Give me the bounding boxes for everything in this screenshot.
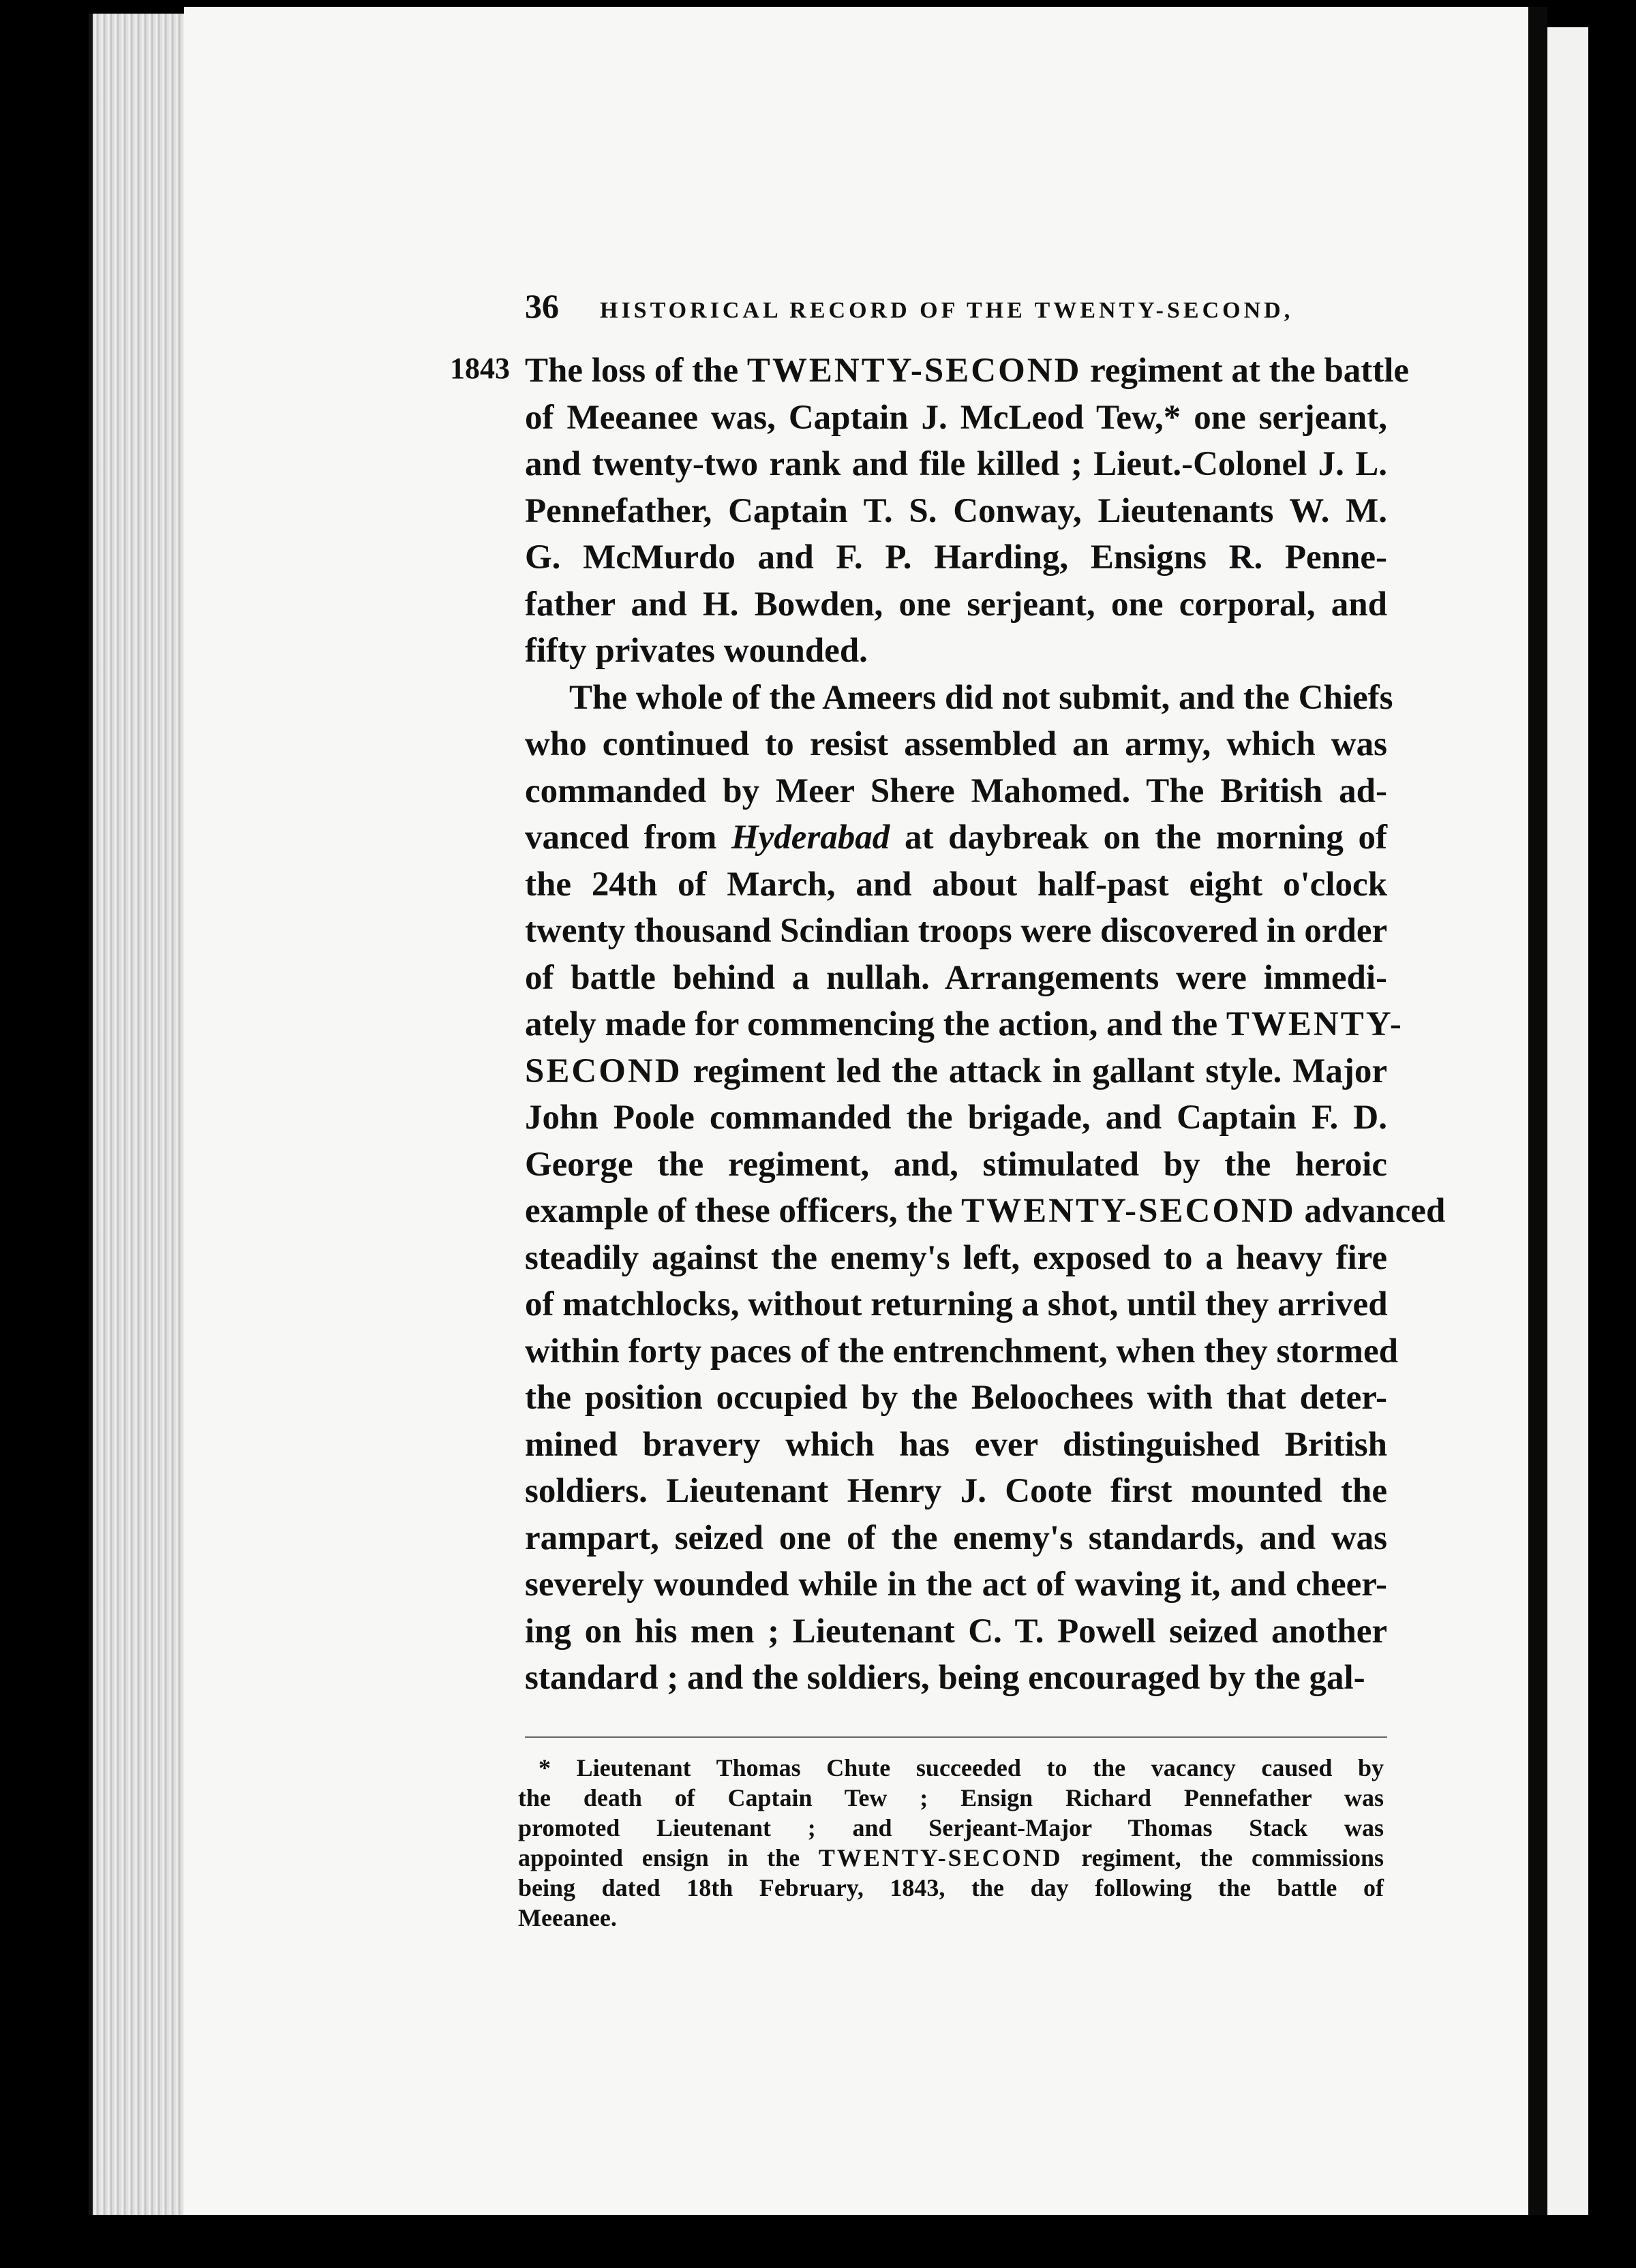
text-run: and twenty-two rank and file killed ; Lieut.-Colonel J. L. bbox=[525, 445, 1387, 483]
text-run: being dated 18th February, 1843, the day following the battle of bbox=[518, 1874, 1384, 1901]
body-text bbox=[525, 348, 1446, 1702]
text-line bbox=[518, 1903, 1384, 1933]
text-line bbox=[525, 908, 1387, 955]
text-run: within forty paces of the entrenchment, when they stormed bbox=[525, 1332, 1398, 1370]
page-block-edges bbox=[89, 14, 188, 2215]
text-line bbox=[518, 1873, 1384, 1903]
text-line bbox=[525, 1655, 1387, 1702]
paragraph-1 bbox=[525, 348, 1410, 675]
text-run: John Poole commanded the brigade, and Captain F. D. bbox=[525, 1099, 1387, 1137]
text-line bbox=[525, 1328, 1398, 1375]
text-run: at daybreak on the morning of bbox=[890, 818, 1387, 857]
regiment-name: TWENTY-SECOND bbox=[961, 1192, 1296, 1230]
text-run: regiment led the attack in gallant style. Major bbox=[682, 1052, 1387, 1090]
text-line bbox=[525, 1188, 1446, 1235]
text-run: of matchlocks, without returning a shot, until they arrived bbox=[525, 1285, 1388, 1323]
text-run: The loss of the bbox=[525, 352, 747, 390]
page-header bbox=[525, 286, 1411, 334]
text-run: mined bravery which has ever distinguished British bbox=[525, 1425, 1387, 1464]
text-line bbox=[525, 1608, 1387, 1655]
text-run: ately made for commencing the action, and the bbox=[525, 1005, 1226, 1043]
text-line bbox=[525, 1375, 1387, 1422]
regiment-name: SECOND bbox=[525, 1052, 682, 1090]
text-line bbox=[518, 1843, 1384, 1873]
text-run: standard ; and the soldiers, being encouraged by the gal- bbox=[525, 1659, 1365, 1697]
text-line bbox=[525, 1468, 1387, 1515]
text-line bbox=[518, 1813, 1384, 1843]
text-run: the death of Captain Tew ; Ensign Richard Pennefather was bbox=[518, 1784, 1384, 1811]
footnote bbox=[518, 1753, 1384, 1933]
text-line bbox=[525, 1235, 1387, 1282]
text-run: regiment at the battle bbox=[1081, 352, 1410, 390]
text-run: George the regiment, and, stimulated by the heroic bbox=[525, 1145, 1387, 1184]
text-line bbox=[525, 1048, 1387, 1095]
gutter-shadow bbox=[1528, 7, 1547, 2215]
page-number: 36 bbox=[525, 287, 559, 325]
text-line bbox=[525, 768, 1387, 815]
text-run: advanced bbox=[1295, 1192, 1446, 1230]
text-line bbox=[525, 441, 1387, 488]
text-run: of battle behind a nullah. Arrangements were immedi- bbox=[525, 958, 1387, 997]
text-run: ing on his men ; Lieutenant C. T. Powell seized another bbox=[525, 1612, 1387, 1651]
text-line bbox=[525, 861, 1387, 908]
text-run: promoted Lieutenant ; and Serjeant-Major Thomas Stack was bbox=[518, 1814, 1384, 1841]
text-run: appointed ensign in the bbox=[518, 1844, 819, 1871]
text-line bbox=[525, 581, 1387, 628]
text-run: fifty privates wounded. bbox=[525, 632, 868, 670]
text-run: who continued to resist assembled an army, which was bbox=[525, 725, 1387, 763]
text-line bbox=[525, 1281, 1387, 1328]
regiment-name: TWENTY-SECOND bbox=[818, 1844, 1063, 1871]
text-line bbox=[525, 628, 1387, 675]
text-line bbox=[525, 395, 1387, 442]
text-run: the position occupied by the Beloochees with that deter- bbox=[525, 1379, 1387, 1417]
text-run: twenty thousand Scindian troops were discovered in order bbox=[525, 912, 1388, 950]
text-run: Meeanee. bbox=[518, 1904, 617, 1931]
text-run: example of these officers, the bbox=[525, 1192, 962, 1230]
text-line bbox=[518, 1783, 1384, 1813]
text-run: father and H. Bowden, one serjeant, one corporal, and bbox=[525, 585, 1387, 624]
text-line bbox=[525, 675, 1393, 722]
text-run: G. McMurdo and F. P. Harding, Ensigns R. Penne- bbox=[525, 538, 1387, 577]
place-name: Hyderabad bbox=[731, 818, 890, 857]
text-line bbox=[525, 1141, 1387, 1189]
text-run: the 24th of March, and about half-past eight o'clock bbox=[525, 865, 1387, 904]
text-line bbox=[525, 1094, 1387, 1141]
text-run: steadily against the enemy's left, exposed to a heavy fire bbox=[525, 1238, 1387, 1277]
text-run: rampart, seized one of the enemy's standards, and was bbox=[525, 1518, 1387, 1557]
text-line bbox=[525, 348, 1410, 395]
text-run: The whole of the Ameers did not submit, and the Chiefs bbox=[569, 678, 1393, 717]
paragraph-2 bbox=[525, 675, 1446, 1702]
text-run: regiment, the commissions bbox=[1062, 1844, 1384, 1871]
text-run: vanced from bbox=[525, 818, 731, 857]
regiment-name: TWENTY-SECOND bbox=[746, 352, 1082, 390]
text-line bbox=[525, 1515, 1387, 1562]
text-line bbox=[518, 1753, 1384, 1783]
facing-page-edge bbox=[1547, 27, 1588, 2215]
text-line bbox=[525, 955, 1387, 1002]
text-line bbox=[525, 721, 1387, 768]
margin-year: 1843 bbox=[450, 352, 510, 385]
text-run: Pennefather, Captain T. S. Conway, Lieutenants W. M. bbox=[525, 491, 1387, 530]
regiment-name: TWENTY- bbox=[1226, 1005, 1404, 1043]
text-line bbox=[525, 488, 1387, 535]
text-run: soldiers. Lieutenant Henry J. Coote first mounted the bbox=[525, 1472, 1387, 1510]
text-line bbox=[525, 1422, 1387, 1469]
text-run: severely wounded while in the act of waving it, and cheer- bbox=[525, 1565, 1387, 1604]
text-run: commanded by Meer Shere Mahomed. The British ad- bbox=[525, 771, 1387, 810]
text-line bbox=[525, 814, 1387, 861]
text-line bbox=[525, 1001, 1404, 1048]
running-head: HISTORICAL RECORD OF THE TWENTY-SECOND, bbox=[600, 298, 1294, 323]
text-line bbox=[525, 534, 1387, 581]
text-line bbox=[525, 1561, 1387, 1608]
text-run: of Meeanee was, Captain J. McLeod Tew,* one serjeant, bbox=[525, 398, 1387, 437]
footnote-rule bbox=[525, 1736, 1387, 1738]
text-run: * Lieutenant Thomas Chute succeeded to the vacancy caused by bbox=[539, 1754, 1384, 1781]
